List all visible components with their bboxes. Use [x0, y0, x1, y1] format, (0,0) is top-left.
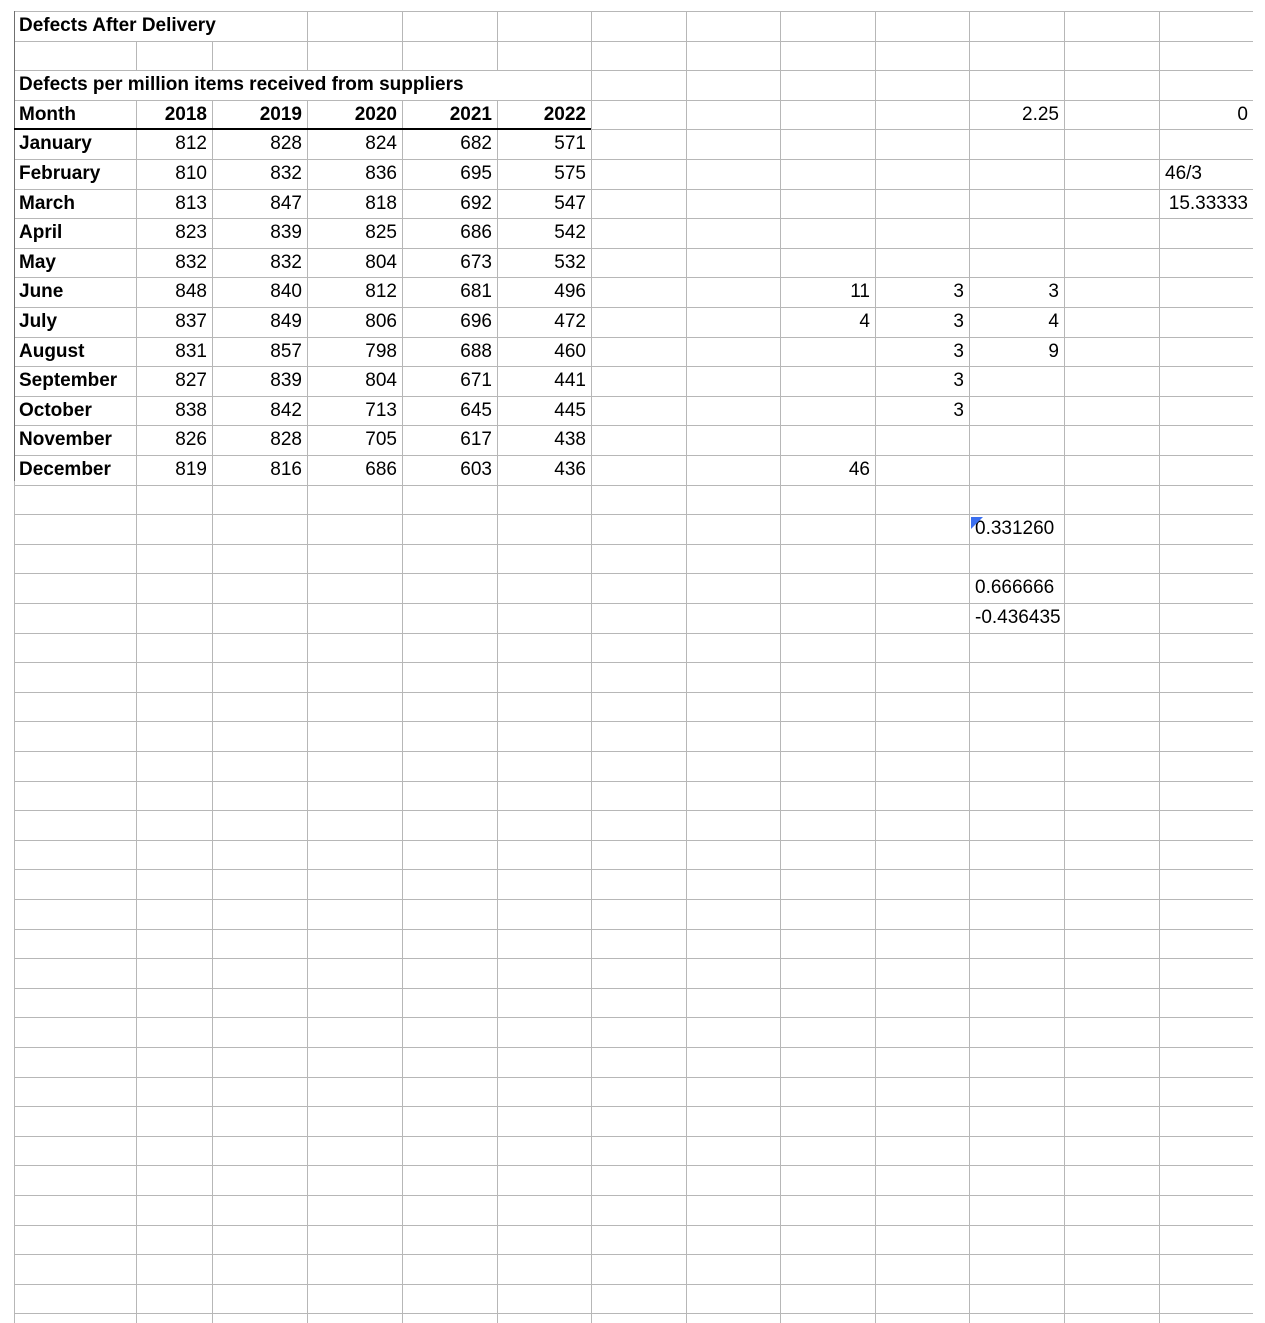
data-cell[interactable]: 571: [554, 133, 586, 154]
row-gridline: [14, 1047, 1253, 1048]
row-gridline: [14, 781, 1253, 782]
row-gridline: [14, 899, 1253, 900]
scratch-value-cell[interactable]: 3: [1048, 281, 1059, 302]
data-cell[interactable]: 827: [175, 370, 207, 391]
data-cell[interactable]: 798: [365, 341, 397, 362]
column-gridline: [780, 11, 781, 1323]
data-cell[interactable]: 828: [270, 133, 302, 154]
data-cell[interactable]: 695: [460, 163, 492, 184]
data-cell[interactable]: 705: [365, 429, 397, 450]
row-gridline: [14, 1017, 1253, 1018]
data-cell[interactable]: 825: [365, 222, 397, 243]
data-cell[interactable]: 831: [175, 341, 207, 362]
scratch-value-cell[interactable]: 46/3: [1165, 163, 1202, 184]
scratch-value-cell[interactable]: 15.33333: [1168, 193, 1248, 214]
data-cell[interactable]: 812: [365, 281, 397, 302]
scratch-value-cell[interactable]: 0.331260: [975, 518, 1055, 539]
scratch-value-cell[interactable]: -0.436435: [975, 607, 1061, 628]
row-gridline: [14, 1136, 1253, 1137]
row-gridline: [14, 1106, 1253, 1107]
data-cell[interactable]: 848: [175, 281, 207, 302]
scratch-value-cell[interactable]: 3: [953, 281, 964, 302]
data-cell[interactable]: 472: [554, 311, 586, 332]
row-gridline: [14, 751, 1253, 752]
data-cell[interactable]: 832: [175, 252, 207, 273]
month-label-cell[interactable]: October: [19, 400, 92, 421]
row-gridline: [14, 929, 1253, 930]
header-year-2022[interactable]: 2022: [543, 104, 586, 125]
month-label-cell[interactable]: June: [19, 281, 64, 302]
row-gridline: [14, 544, 1253, 545]
data-cell[interactable]: 806: [365, 311, 397, 332]
data-cell[interactable]: 686: [365, 459, 397, 480]
row-gridline: [14, 1225, 1253, 1226]
header-year-2018[interactable]: 2018: [164, 104, 207, 125]
data-cell[interactable]: 847: [270, 193, 302, 214]
data-cell[interactable]: 810: [175, 163, 207, 184]
row-gridline: [14, 41, 1253, 42]
data-cell[interactable]: 823: [175, 222, 207, 243]
data-cell[interactable]: 617: [460, 429, 492, 450]
month-label-cell[interactable]: March: [19, 193, 75, 214]
scratch-value-cell[interactable]: 4: [859, 311, 870, 332]
scratch-value-cell[interactable]: 3: [953, 311, 964, 332]
data-cell[interactable]: 819: [175, 459, 207, 480]
month-label-cell[interactable]: November: [19, 429, 112, 450]
data-cell[interactable]: 840: [270, 281, 302, 302]
month-label-cell[interactable]: April: [19, 222, 63, 243]
row-gridline: [14, 721, 1253, 722]
data-cell[interactable]: 837: [175, 311, 207, 332]
row-gridline: [14, 692, 1253, 693]
data-cell[interactable]: 839: [270, 222, 302, 243]
data-cell[interactable]: 575: [554, 163, 586, 184]
row-gridline: [14, 1254, 1253, 1255]
data-cell[interactable]: 842: [270, 400, 302, 421]
row-gridline: [14, 810, 1253, 811]
data-cell[interactable]: 832: [270, 252, 302, 273]
sheet-title-cell[interactable]: Defects After Delivery: [19, 15, 216, 36]
data-cell[interactable]: 438: [554, 429, 586, 450]
row-gridline: [14, 958, 1253, 959]
data-cell[interactable]: 445: [554, 400, 586, 421]
scratch-value-cell[interactable]: 2.25: [1022, 104, 1059, 125]
data-cell[interactable]: 838: [175, 400, 207, 421]
spreadsheet-grid[interactable]: [14, 11, 1253, 1323]
data-cell[interactable]: 496: [554, 281, 586, 302]
row-gridline: [14, 840, 1253, 841]
row-gridline: [14, 573, 1253, 574]
row-gridline: [14, 1313, 1253, 1314]
data-cell[interactable]: 645: [460, 400, 492, 421]
scratch-value-cell[interactable]: 0.666666: [975, 577, 1055, 598]
scratch-value-cell[interactable]: 4: [1048, 311, 1059, 332]
data-cell[interactable]: 857: [270, 341, 302, 362]
data-cell[interactable]: 836: [365, 163, 397, 184]
row-gridline: [14, 633, 1253, 634]
row-gridline: [14, 485, 1253, 486]
column-gridline: [686, 11, 687, 1323]
data-cell[interactable]: 828: [270, 429, 302, 450]
data-cell[interactable]: 813: [175, 193, 207, 214]
comment-indicator-icon[interactable]: [971, 517, 983, 529]
data-cell[interactable]: 812: [175, 133, 207, 154]
data-cell[interactable]: 682: [460, 133, 492, 154]
column-gridline: [591, 11, 592, 1323]
row-gridline: [14, 869, 1253, 870]
data-cell[interactable]: 460: [554, 341, 586, 362]
row-gridline: [14, 988, 1253, 989]
row-gridline: [14, 1165, 1253, 1166]
column-gridline: [969, 11, 970, 1323]
scratch-value-cell[interactable]: 0: [1237, 104, 1248, 125]
row-gridline: [14, 514, 1253, 515]
row-gridline: [14, 1284, 1253, 1285]
data-cell[interactable]: 713: [365, 400, 397, 421]
data-cell[interactable]: 824: [365, 133, 397, 154]
row-gridline: [14, 662, 1253, 663]
month-label-cell[interactable]: December: [19, 459, 111, 480]
column-gridline: [875, 11, 876, 1323]
data-cell[interactable]: 816: [270, 459, 302, 480]
data-cell[interactable]: 832: [270, 163, 302, 184]
data-cell[interactable]: 532: [554, 252, 586, 273]
month-label-cell[interactable]: August: [19, 341, 85, 362]
data-cell[interactable]: 688: [460, 341, 492, 362]
data-cell[interactable]: 547: [554, 193, 586, 214]
header-year-2019[interactable]: 2019: [259, 104, 302, 125]
data-cell[interactable]: 849: [270, 311, 302, 332]
scratch-value-cell[interactable]: 9: [1048, 341, 1059, 362]
data-cell[interactable]: 671: [460, 370, 492, 391]
data-cell[interactable]: 603: [460, 459, 492, 480]
header-year-2020[interactable]: 2020: [354, 104, 397, 125]
month-label-cell[interactable]: January: [19, 133, 92, 154]
table-subtitle-cell[interactable]: Defects per million items received from suppliers: [19, 74, 464, 95]
scratch-value-cell[interactable]: 3: [953, 400, 964, 421]
data-cell[interactable]: 818: [365, 193, 397, 214]
data-cell[interactable]: 441: [554, 370, 586, 391]
data-cell[interactable]: 826: [175, 429, 207, 450]
month-label-cell[interactable]: February: [19, 163, 101, 184]
row-gridline: [14, 1077, 1253, 1078]
scratch-value-cell[interactable]: 3: [953, 370, 964, 391]
column-gridline: [1064, 11, 1065, 1323]
data-cell[interactable]: 681: [460, 281, 492, 302]
data-cell[interactable]: 839: [270, 370, 302, 391]
data-cell[interactable]: 673: [460, 252, 492, 273]
data-cell[interactable]: 696: [460, 311, 492, 332]
data-cell[interactable]: 804: [365, 370, 397, 391]
data-cell[interactable]: 542: [554, 222, 586, 243]
data-cell[interactable]: 686: [460, 222, 492, 243]
header-month[interactable]: Month: [19, 104, 76, 125]
scratch-value-cell[interactable]: 46: [848, 459, 870, 480]
data-cell[interactable]: 692: [460, 193, 492, 214]
row-gridline: [14, 1195, 1253, 1196]
header-year-2021[interactable]: 2021: [449, 104, 492, 125]
row-gridline: [14, 603, 1253, 604]
scratch-value-cell[interactable]: 11: [850, 281, 870, 302]
data-cell[interactable]: 436: [554, 459, 586, 480]
scratch-value-cell[interactable]: 3: [953, 341, 964, 362]
month-label-cell[interactable]: July: [19, 311, 58, 332]
data-cell[interactable]: 804: [365, 252, 397, 273]
month-label-cell[interactable]: May: [19, 252, 56, 273]
month-label-cell[interactable]: September: [19, 370, 118, 391]
